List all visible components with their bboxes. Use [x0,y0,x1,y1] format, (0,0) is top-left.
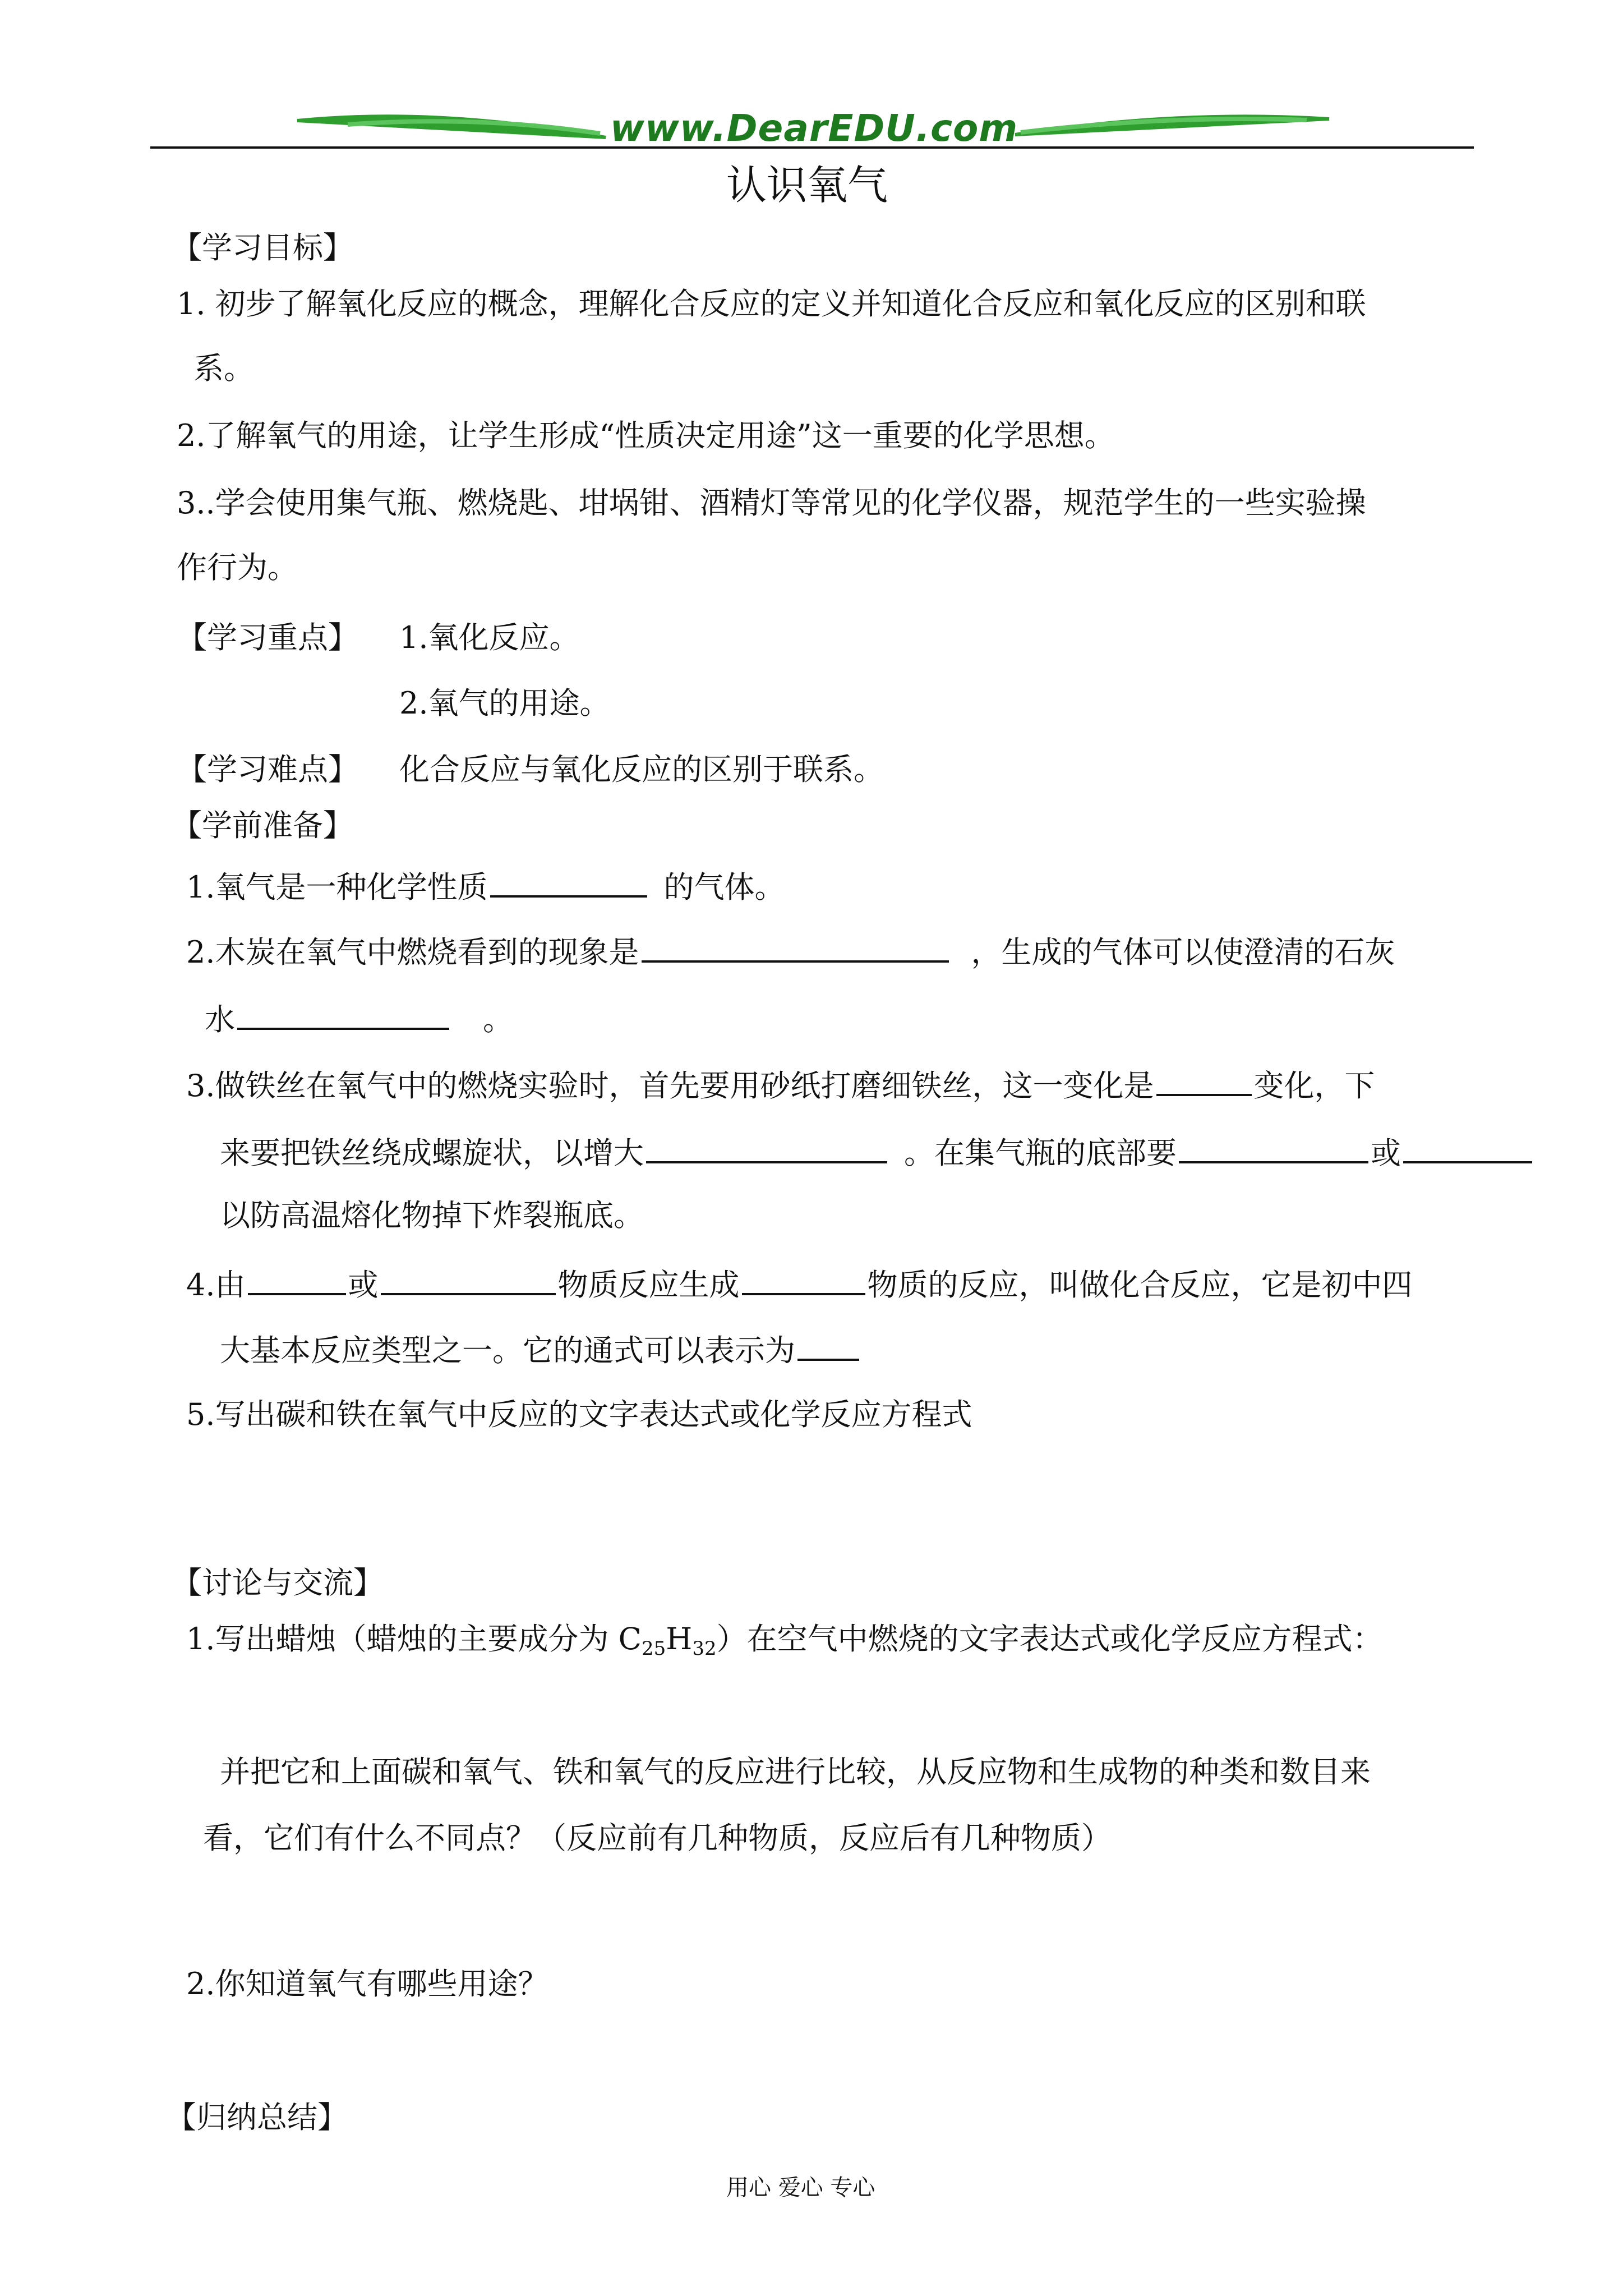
difficulty-text: 化合反应与氧化反应的区别于联系。 [399,752,884,787]
goal-3-line-1: 3..学会使用集气瓶、燃烧匙、坩埚钳、酒精灯等常见的化学仪器，规范学生的一些实验操 [177,485,1366,521]
summary-heading: 【归纳总结】 [166,2100,348,2135]
prep-q2-blank-2[interactable] [237,999,449,1030]
prep-q2-text-a: 2.木炭在氧气中燃烧看到的现象是 [186,935,639,970]
disc-q1-subscript-1: 25 [642,1637,666,1660]
prep-question-2-line-1 [186,931,1395,970]
prep-q4-text-a: 4.由 [186,1267,246,1303]
prep-question-5: 5.写出碳和铁在氧气中反应的文字表达式或化学反应方程式 [186,1397,972,1432]
disc-q1-h: H [666,1621,693,1657]
goal-3-line-2: 作行为。 [177,550,298,585]
prep-question-2-line-2 [205,999,513,1038]
prep-q3-blank-2[interactable] [646,1132,887,1163]
prep-q4-text-d: 物质的反应，叫做化合反应，它是初中四 [867,1267,1413,1303]
discussion-heading: 【讨论与交流】 [172,1565,384,1600]
prep-q4-blank-3[interactable] [742,1264,865,1295]
goals-heading: 【学习目标】 [172,230,353,265]
key-point-1: 1.氧化反应。 [399,620,580,655]
prep-q4-text-e: 大基本反应类型之一。它的通式可以表示为 [220,1333,795,1368]
preparation-heading: 【学前准备】 [172,808,353,843]
prep-q4-text-c: 物质反应生成 [557,1267,740,1303]
prep-q4-blank-4[interactable] [797,1329,859,1361]
disc-q1-text-c: 并把它和上面碳和氧气、铁和氧气的反应进行比较，从反应物和生成物的种类和数目来 [220,1754,1371,1789]
prep-q3-text-a: 3.做铁丝在氧气中的燃烧实验时，首先要用砂纸打磨细铁丝，这一变化是 [186,1068,1154,1103]
prep-q1-text-a: 1.氧气是一种化学性质 [186,869,488,905]
discussion-question-1 [186,1621,1383,1667]
disc-q1-text-b: ）在空气中燃烧的文字表达式或化学反应方程式： [716,1621,1383,1657]
goal-2: 2.了解氧气的用途，让学生形成“性质决定用途”这一重要的化学思想。 [177,418,1115,453]
key-points-heading: 【学习重点】 [177,620,358,655]
prep-question-1 [186,866,785,905]
prep-question-3-line-2 [220,1132,1532,1171]
disc-q1-text-d: 看，它们有什么不同点？（反应前有几种物质，反应后有几种物质） [203,1820,1112,1856]
disc-q1-subscript-2: 32 [692,1637,717,1660]
prep-question-4-line-2 [220,1329,861,1369]
prep-q3-text-b: 变化，下 [1253,1068,1375,1103]
prep-question-4-line-1 [186,1264,1413,1303]
prep-q3-text-c: 来要把铁丝绕成螺旋状，以增大 [220,1135,644,1171]
difficulty-heading: 【学习难点】 [177,752,358,787]
prep-q4-blank-2[interactable] [381,1264,556,1295]
prep-q2-text-c: 水 [205,1002,235,1037]
prep-q1-text-b: 的气体。 [663,869,785,905]
discussion-question-2: 2.你知道氧气有哪些用途？ [186,1966,548,2001]
logo-text: www.DearEDU.com [610,107,1018,150]
goal-1-line-1: 1. 初步了解氧化反应的概念，理解化合反应的定义并知道化合反应和氧化反应的区别和联 [177,286,1366,321]
disc-q1-text-a: 1.写出蜡烛（蜡烛的主要成分为 C [186,1621,642,1657]
prep-q3-blank-1[interactable] [1156,1065,1252,1096]
prep-q2-text-d: 。 [483,1002,513,1037]
page-footer: 用心 爱心 专心 [726,2175,875,2201]
prep-q1-blank[interactable] [490,866,647,898]
prep-q3-blank-4[interactable] [1403,1132,1532,1163]
prep-q2-text-b: ，生成的气体可以使澄清的石灰 [971,935,1395,970]
prep-q3-text-f: 以防高温熔化物掉下炸裂瓶底。 [220,1198,644,1233]
prep-q3-blank-3[interactable] [1179,1132,1368,1163]
prep-q4-text-b: 或 [348,1267,379,1303]
key-point-2: 2.氧气的用途。 [399,685,610,721]
page-title: 认识氧气 [726,162,888,209]
prep-q3-text-d: 。在集气瓶的底部要 [904,1135,1177,1171]
prep-q4-blank-1[interactable] [248,1264,346,1295]
goal-1-line-2: 系。 [193,351,254,386]
prep-q3-text-e: 或 [1371,1135,1401,1171]
prep-q2-blank-1[interactable] [642,931,949,963]
prep-question-3-line-1 [186,1065,1375,1104]
